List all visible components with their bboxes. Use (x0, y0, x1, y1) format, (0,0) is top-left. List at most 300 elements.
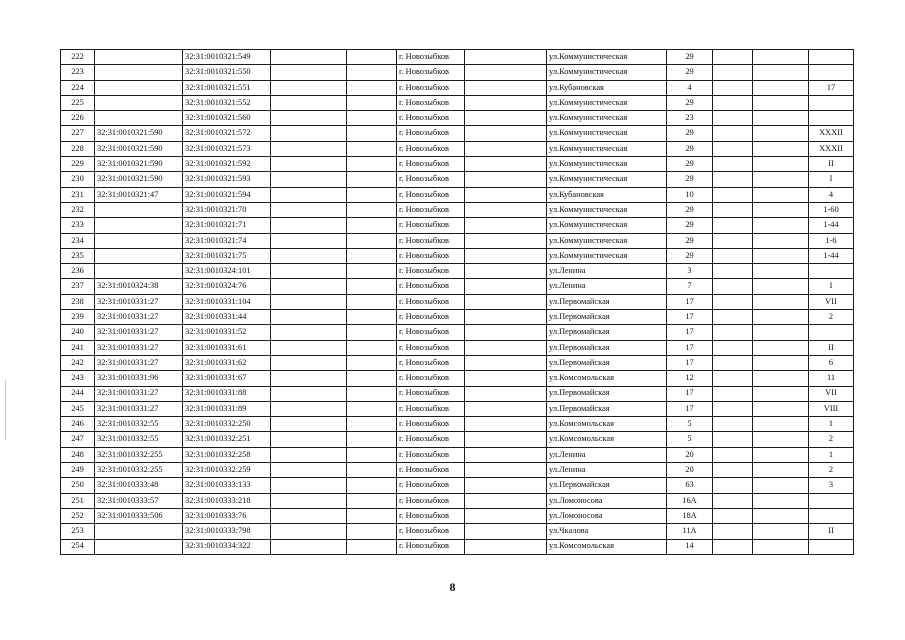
row-number: 235 (61, 248, 95, 263)
empty-cell (753, 401, 809, 416)
city-name: г. Новозыбков (397, 447, 465, 462)
empty-cell (753, 340, 809, 355)
house-number: 20 (667, 447, 713, 462)
empty-cell (465, 325, 547, 340)
empty-cell (347, 478, 397, 493)
row-number: 228 (61, 141, 95, 156)
apartment-number (809, 508, 854, 523)
empty-cell (713, 508, 753, 523)
empty-cell (465, 386, 547, 401)
empty-cell (713, 80, 753, 95)
parcel-cadastral-number: 32:31:0010324:38 (95, 279, 183, 294)
empty-cell (465, 463, 547, 478)
row-number: 231 (61, 187, 95, 202)
object-cadastral-number: 32:31:0010321:592 (183, 157, 271, 172)
empty-cell (271, 524, 347, 539)
object-cadastral-number: 32:31:0010324:76 (183, 279, 271, 294)
empty-cell (347, 355, 397, 370)
house-number: 4 (667, 80, 713, 95)
parcel-cadastral-number: 32:31:0010332:255 (95, 463, 183, 478)
house-number: 7 (667, 279, 713, 294)
empty-cell (713, 141, 753, 156)
empty-cell (465, 80, 547, 95)
city-name: г. Новозыбков (397, 417, 465, 432)
street-name: ул.Ленина (547, 279, 667, 294)
empty-cell (347, 524, 397, 539)
city-name: г. Новозыбков (397, 493, 465, 508)
table-row (61, 157, 854, 172)
empty-cell (713, 325, 753, 340)
object-cadastral-number: 32:31:0010332:258 (183, 447, 271, 462)
table-row (61, 417, 854, 432)
row-number: 233 (61, 218, 95, 233)
row-number: 239 (61, 310, 95, 325)
street-name: ул.Коммунистическая (547, 111, 667, 126)
apartment-number: 11 (809, 371, 854, 386)
apartment-number (809, 50, 854, 65)
page-number: 8 (449, 580, 456, 594)
house-number: 29 (667, 218, 713, 233)
empty-cell (271, 172, 347, 187)
parcel-cadastral-number: 32:31:0010321:590 (95, 172, 183, 187)
empty-cell (347, 508, 397, 523)
table-row (61, 294, 854, 309)
apartment-number: XXXII (809, 141, 854, 156)
empty-cell (465, 524, 547, 539)
parcel-cadastral-number: 32:31:0010331:96 (95, 371, 183, 386)
row-number: 240 (61, 325, 95, 340)
apartment-number: II (809, 157, 854, 172)
house-number: 17 (667, 325, 713, 340)
row-number: 223 (61, 65, 95, 80)
empty-cell (713, 65, 753, 80)
empty-cell (347, 463, 397, 478)
city-name: г. Новозыбков (397, 294, 465, 309)
city-name: г. Новозыбков (397, 65, 465, 80)
empty-cell (465, 264, 547, 279)
empty-cell (271, 95, 347, 110)
empty-cell (713, 157, 753, 172)
empty-cell (347, 264, 397, 279)
empty-cell (713, 172, 753, 187)
parcel-cadastral-number (95, 524, 183, 539)
empty-cell (271, 50, 347, 65)
empty-cell (347, 65, 397, 80)
parcel-cadastral-number: 32:31:0010332:255 (95, 447, 183, 462)
apartment-number: I (809, 172, 854, 187)
empty-cell (465, 126, 547, 141)
house-number: 29 (667, 126, 713, 141)
table-row (61, 126, 854, 141)
empty-cell (713, 417, 753, 432)
apartment-number: VII (809, 294, 854, 309)
city-name: г. Новозыбков (397, 248, 465, 263)
empty-cell (465, 294, 547, 309)
street-name: ул.Первомайская (547, 386, 667, 401)
row-number: 238 (61, 294, 95, 309)
parcel-cadastral-number: 32:31:0010321:590 (95, 141, 183, 156)
house-number: 17 (667, 355, 713, 370)
parcel-cadastral-number: 32:31:0010332:55 (95, 432, 183, 447)
parcel-cadastral-number: 32:31:0010333:506 (95, 508, 183, 523)
row-number: 251 (61, 493, 95, 508)
empty-cell (753, 80, 809, 95)
empty-cell (465, 65, 547, 80)
house-number: 20 (667, 463, 713, 478)
empty-cell (713, 355, 753, 370)
house-number: 5 (667, 417, 713, 432)
empty-cell (465, 493, 547, 508)
apartment-number: 1 (809, 417, 854, 432)
empty-cell (271, 447, 347, 462)
empty-cell (713, 478, 753, 493)
empty-cell (713, 248, 753, 263)
empty-cell (753, 493, 809, 508)
object-cadastral-number: 32:31:0010331:89 (183, 401, 271, 416)
object-cadastral-number: 32:31:0010331:67 (183, 371, 271, 386)
city-name: г. Новозыбков (397, 478, 465, 493)
empty-cell (465, 218, 547, 233)
row-number: 229 (61, 157, 95, 172)
empty-cell (753, 386, 809, 401)
object-cadastral-number: 32:31:0010321:75 (183, 248, 271, 263)
empty-cell (271, 264, 347, 279)
table-row (61, 95, 854, 110)
apartment-number (809, 325, 854, 340)
house-number: 23 (667, 111, 713, 126)
empty-cell (465, 310, 547, 325)
empty-cell (347, 279, 397, 294)
city-name: г. Новозыбков (397, 126, 465, 141)
apartment-number: 2 (809, 310, 854, 325)
parcel-cadastral-number: 32:31:0010321:590 (95, 126, 183, 141)
house-number: 63 (667, 478, 713, 493)
empty-cell (753, 524, 809, 539)
street-name: ул.Первомайская (547, 294, 667, 309)
street-name: ул.Коммунистическая (547, 233, 667, 248)
street-name: ул.Коммунистическая (547, 126, 667, 141)
street-name: ул.Чкалова (547, 524, 667, 539)
object-cadastral-number: 32:31:0010331:52 (183, 325, 271, 340)
object-cadastral-number: 32:31:0010332:251 (183, 432, 271, 447)
apartment-number: 2 (809, 463, 854, 478)
parcel-cadastral-number (95, 95, 183, 110)
empty-cell (753, 111, 809, 126)
apartment-number (809, 539, 854, 554)
empty-cell (347, 325, 397, 340)
apartment-number: 4 (809, 187, 854, 202)
parcel-cadastral-number (95, 233, 183, 248)
street-name: ул.Первомайская (547, 325, 667, 340)
object-cadastral-number: 32:31:0010331:62 (183, 355, 271, 370)
parcel-cadastral-number: 32:31:0010331:27 (95, 340, 183, 355)
empty-cell (347, 493, 397, 508)
house-number: 17 (667, 294, 713, 309)
house-number: 17 (667, 401, 713, 416)
object-cadastral-number: 32:31:0010333:76 (183, 508, 271, 523)
parcel-cadastral-number (95, 80, 183, 95)
empty-cell (753, 248, 809, 263)
row-number: 252 (61, 508, 95, 523)
parcel-cadastral-number: 32:31:0010333:48 (95, 478, 183, 493)
object-cadastral-number: 32:31:0010321:572 (183, 126, 271, 141)
apartment-number: II (809, 340, 854, 355)
scan-margin-mark (5, 380, 6, 440)
empty-cell (465, 417, 547, 432)
table-row (61, 524, 854, 539)
object-cadastral-number: 32:31:0010321:594 (183, 187, 271, 202)
street-name: ул.Коммунистическая (547, 157, 667, 172)
table-row (61, 310, 854, 325)
apartment-number: 17 (809, 80, 854, 95)
city-name: г. Новозыбков (397, 202, 465, 217)
table-row (61, 355, 854, 370)
house-number: 5 (667, 432, 713, 447)
object-cadastral-number: 32:31:0010332:250 (183, 417, 271, 432)
apartment-number: 6 (809, 355, 854, 370)
empty-cell (271, 233, 347, 248)
city-name: г. Новозыбков (397, 325, 465, 340)
empty-cell (347, 432, 397, 447)
house-number: 29 (667, 172, 713, 187)
object-cadastral-number: 32:31:0010321:74 (183, 233, 271, 248)
empty-cell (271, 279, 347, 294)
table-row (61, 401, 854, 416)
empty-cell (347, 111, 397, 126)
empty-cell (713, 187, 753, 202)
parcel-cadastral-number (95, 202, 183, 217)
street-name: ул.Коммунистическая (547, 95, 667, 110)
house-number: 29 (667, 95, 713, 110)
empty-cell (753, 478, 809, 493)
row-number: 246 (61, 417, 95, 432)
empty-cell (753, 417, 809, 432)
empty-cell (465, 233, 547, 248)
house-number: 29 (667, 248, 713, 263)
empty-cell (713, 294, 753, 309)
row-number: 237 (61, 279, 95, 294)
empty-cell (465, 447, 547, 462)
parcel-cadastral-number (95, 539, 183, 554)
city-name: г. Новозыбков (397, 157, 465, 172)
empty-cell (753, 264, 809, 279)
apartment-number: 1-6 (809, 233, 854, 248)
empty-cell (465, 111, 547, 126)
street-name: ул.Комсомольская (547, 371, 667, 386)
empty-cell (347, 294, 397, 309)
empty-cell (271, 463, 347, 478)
empty-cell (347, 340, 397, 355)
table-row (61, 80, 854, 95)
street-name: ул.Первомайская (547, 401, 667, 416)
parcel-cadastral-number: 32:31:0010331:27 (95, 401, 183, 416)
empty-cell (271, 248, 347, 263)
empty-cell (465, 95, 547, 110)
object-cadastral-number: 32:31:0010321:550 (183, 65, 271, 80)
table-row (61, 218, 854, 233)
street-name: ул.Коммунистическая (547, 218, 667, 233)
empty-cell (347, 50, 397, 65)
apartment-number (809, 493, 854, 508)
table-row (61, 447, 854, 462)
empty-cell (271, 187, 347, 202)
parcel-cadastral-number (95, 248, 183, 263)
parcel-cadastral-number: 32:31:0010331:27 (95, 294, 183, 309)
empty-cell (753, 508, 809, 523)
empty-cell (753, 325, 809, 340)
empty-cell (271, 417, 347, 432)
empty-cell (753, 50, 809, 65)
city-name: г. Новозыбков (397, 279, 465, 294)
empty-cell (465, 279, 547, 294)
empty-cell (713, 524, 753, 539)
empty-cell (271, 478, 347, 493)
empty-cell (753, 95, 809, 110)
empty-cell (753, 432, 809, 447)
table-row (61, 233, 854, 248)
apartment-number: II (809, 524, 854, 539)
parcel-cadastral-number (95, 111, 183, 126)
table-row (61, 539, 854, 554)
table-row (61, 478, 854, 493)
empty-cell (753, 126, 809, 141)
empty-cell (271, 508, 347, 523)
parcel-cadastral-number: 32:31:0010331:27 (95, 386, 183, 401)
empty-cell (347, 172, 397, 187)
parcel-cadastral-number (95, 65, 183, 80)
row-number: 236 (61, 264, 95, 279)
parcel-cadastral-number (95, 218, 183, 233)
table-row (61, 65, 854, 80)
empty-cell (271, 386, 347, 401)
house-number: 11А (667, 524, 713, 539)
empty-cell (347, 80, 397, 95)
house-number: 16А (667, 493, 713, 508)
row-number: 242 (61, 355, 95, 370)
city-name: г. Новозыбков (397, 401, 465, 416)
parcel-cadastral-number: 32:31:0010331:27 (95, 310, 183, 325)
object-cadastral-number: 32:31:0010331:104 (183, 294, 271, 309)
house-number: 12 (667, 371, 713, 386)
city-name: г. Новозыбков (397, 371, 465, 386)
city-name: г. Новозыбков (397, 310, 465, 325)
empty-cell (271, 218, 347, 233)
parcel-cadastral-number: 32:31:0010332:55 (95, 417, 183, 432)
empty-cell (753, 310, 809, 325)
empty-cell (347, 141, 397, 156)
empty-cell (465, 187, 547, 202)
object-cadastral-number: 32:31:0010331:61 (183, 340, 271, 355)
row-number: 254 (61, 539, 95, 554)
apartment-number: 1 (809, 447, 854, 462)
house-number: 29 (667, 65, 713, 80)
city-name: г. Новозыбков (397, 80, 465, 95)
street-name: ул.Комсомольская (547, 432, 667, 447)
parcel-cadastral-number: 32:31:0010333:57 (95, 493, 183, 508)
empty-cell (271, 111, 347, 126)
table-row (61, 493, 854, 508)
empty-cell (753, 294, 809, 309)
empty-cell (753, 187, 809, 202)
apartment-number: 1-44 (809, 248, 854, 263)
empty-cell (713, 386, 753, 401)
parcel-cadastral-number (95, 50, 183, 65)
city-name: г. Новозыбков (397, 524, 465, 539)
empty-cell (753, 218, 809, 233)
city-name: г. Новозыбков (397, 187, 465, 202)
street-name: ул.Комсомольская (547, 417, 667, 432)
table-row (61, 386, 854, 401)
street-name: ул.Первомайская (547, 355, 667, 370)
apartment-number (809, 111, 854, 126)
city-name: г. Новозыбков (397, 95, 465, 110)
empty-cell (271, 355, 347, 370)
empty-cell (465, 50, 547, 65)
street-name: ул.Коммунистическая (547, 141, 667, 156)
house-number: 29 (667, 141, 713, 156)
empty-cell (753, 65, 809, 80)
empty-cell (271, 432, 347, 447)
empty-cell (713, 401, 753, 416)
empty-cell (347, 310, 397, 325)
empty-cell (271, 65, 347, 80)
empty-cell (271, 493, 347, 508)
table-row (61, 340, 854, 355)
city-name: г. Новозыбков (397, 340, 465, 355)
table-row (61, 371, 854, 386)
row-number: 224 (61, 80, 95, 95)
apartment-number (809, 264, 854, 279)
house-number: 10 (667, 187, 713, 202)
table-row (61, 279, 854, 294)
empty-cell (713, 233, 753, 248)
empty-cell (753, 447, 809, 462)
empty-cell (713, 447, 753, 462)
apartment-number (809, 95, 854, 110)
empty-cell (713, 111, 753, 126)
apartment-number: 1-44 (809, 218, 854, 233)
empty-cell (271, 371, 347, 386)
row-number: 222 (61, 50, 95, 65)
row-number: 243 (61, 371, 95, 386)
empty-cell (465, 141, 547, 156)
street-name: ул.Первомайская (547, 478, 667, 493)
house-number: 17 (667, 386, 713, 401)
empty-cell (347, 95, 397, 110)
empty-cell (271, 340, 347, 355)
street-name: ул.Коммунистическая (547, 248, 667, 263)
street-name: ул.Коммунистическая (547, 50, 667, 65)
street-name: ул.Ленина (547, 447, 667, 462)
street-name: ул.Кубановская (547, 187, 667, 202)
house-number: 29 (667, 202, 713, 217)
apartment-number: I (809, 279, 854, 294)
apartment-number: VIII (809, 401, 854, 416)
empty-cell (465, 202, 547, 217)
city-name: г. Новозыбков (397, 172, 465, 187)
object-cadastral-number: 32:31:0010324:101 (183, 264, 271, 279)
object-cadastral-number: 32:31:0010321:552 (183, 95, 271, 110)
city-name: г. Новозыбков (397, 539, 465, 554)
empty-cell (465, 157, 547, 172)
street-name: ул.Комсомольская (547, 539, 667, 554)
object-cadastral-number: 32:31:0010333:218 (183, 493, 271, 508)
table-row (61, 202, 854, 217)
empty-cell (347, 539, 397, 554)
parcel-cadastral-number: 32:31:0010321:47 (95, 187, 183, 202)
empty-cell (713, 310, 753, 325)
row-number: 245 (61, 401, 95, 416)
